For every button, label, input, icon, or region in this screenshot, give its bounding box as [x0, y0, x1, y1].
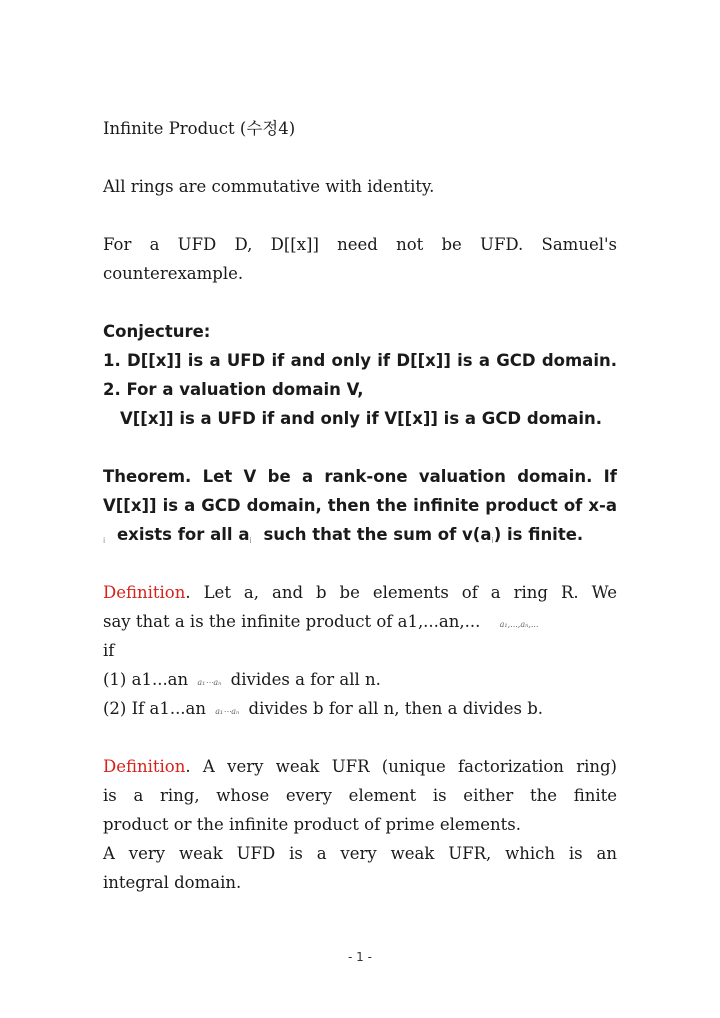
subscript-i: i [491, 536, 494, 545]
conjecture-item-2: 2. For a valuation domain V, [103, 380, 364, 399]
theorem-line1: Theorem. Let V be a rank-one valuation domain. If [103, 467, 617, 486]
definition1-cond1-formula: a₁⋯aₙ [197, 678, 222, 687]
definition1-line2-formula: a₁,...,aₙ,... [499, 620, 539, 629]
definition1-label: Definition [103, 583, 186, 602]
definition1-cond1 [103, 665, 617, 697]
conjecture-item-2b: V[[x]] is a UFD if and only if V[[x]] is a GCD domain. [120, 409, 603, 428]
definition2-line5: integral domain. [103, 873, 242, 892]
definition2-line1-rest: . A very weak UFR (unique factorization ring) [185, 757, 617, 776]
theorem-line3-c: ) is finite. [493, 525, 584, 544]
intro-text: All rings are commutative with identity. [103, 177, 435, 196]
theorem-line3 [103, 520, 617, 552]
definition1-cond2-a: (2) If a1...an [103, 699, 207, 718]
definition2-line1 [103, 752, 617, 781]
ufd-note-line1: For a UFD D, D[[x]] need not be UFD. Samuel's [103, 235, 617, 254]
definition1-line1-rest: . Let a, and b be elements of a ring R. We [185, 583, 617, 602]
definition1-line2 [103, 607, 617, 639]
conjecture-item-1: 1. D[[x]] is a UFD if and only if D[[x]] is a GCD domain. [103, 351, 617, 370]
definition2-line4: A very weak UFD is a very weak UFR, which is an [103, 844, 617, 863]
definition1-line2-text: say that a is the infinite product of a1,...an,... [103, 612, 481, 631]
definition1-cond2-b: divides b for all n, then a divides b. [248, 699, 544, 718]
definition1-cond2 [103, 694, 617, 726]
theorem-line2: V[[x]] is a GCD domain, then the infinite product of x-a [103, 496, 617, 515]
theorem-line3-a: exists for all a [116, 525, 250, 544]
theorem-line3-b: such that the sum of v(a [263, 525, 492, 544]
definition1-line1 [103, 578, 617, 607]
definition2-label: Definition [103, 757, 186, 776]
subscript-i: i [249, 536, 252, 545]
definition1-cond2-formula: a₁⋯aₙ [215, 707, 240, 716]
definition2-line2: is a ring, whose every element is either the finite [103, 786, 617, 805]
definition2-line3: product or the infinite product of prime elements. [103, 815, 522, 834]
subscript-i: i [103, 536, 106, 545]
page-number: - 1 - [348, 950, 372, 964]
conjecture-heading: Conjecture: [103, 322, 211, 341]
page-title: Infinite Product (수정4) [103, 119, 296, 138]
ufd-note-line2: counterexample. [103, 264, 244, 283]
definition1-line3: if [103, 641, 115, 660]
definition1-cond1-a: (1) a1...an [103, 670, 189, 689]
definition1-cond1-b: divides a for all n. [230, 670, 381, 689]
